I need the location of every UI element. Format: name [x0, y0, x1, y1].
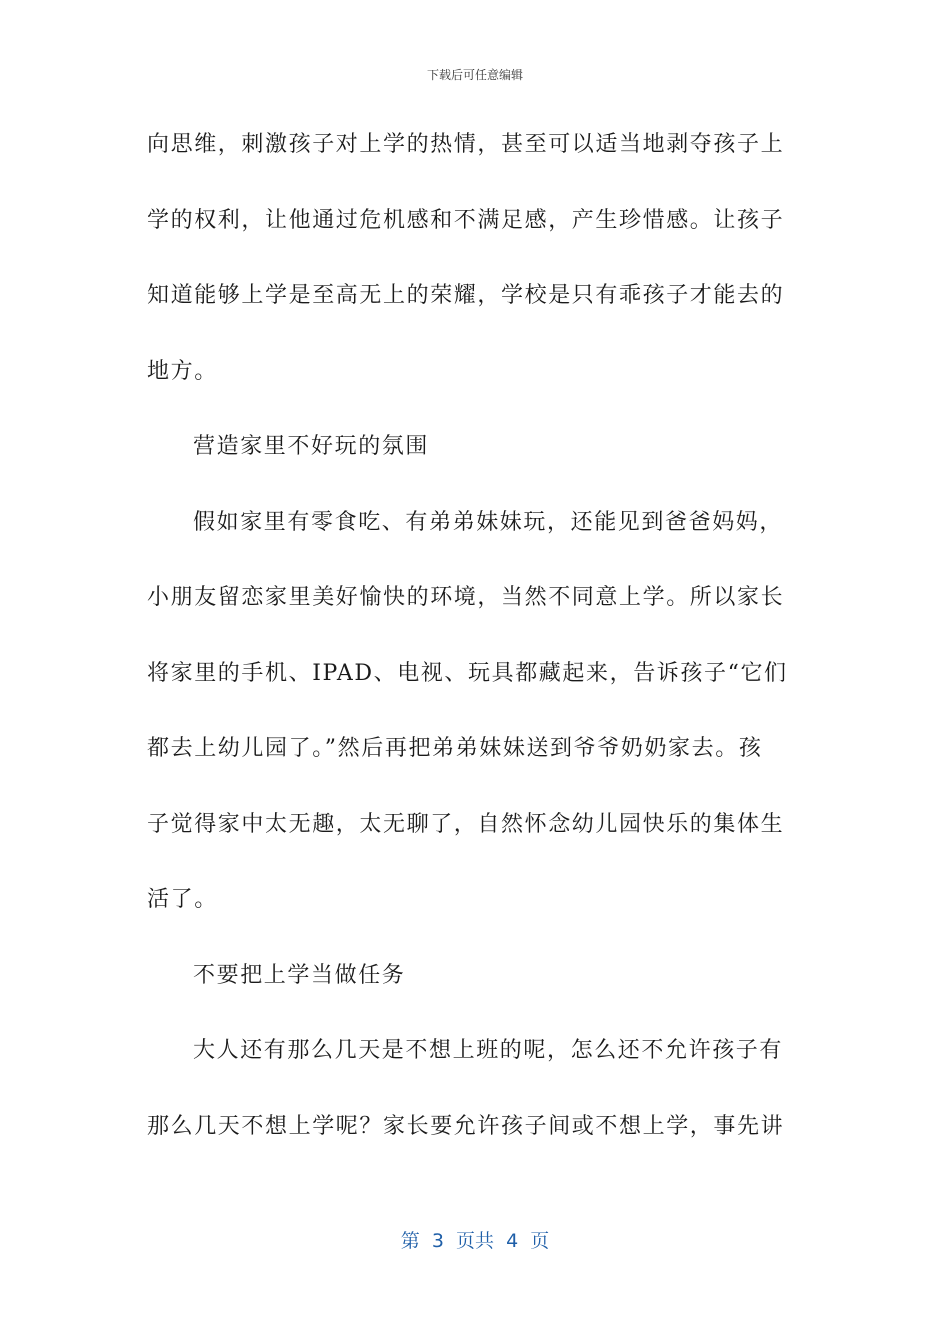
text-line: 都去上幼儿园了。”然后再把弟弟妹妹送到爷爷奶奶家去。孩 — [147, 736, 763, 761]
text-line: 知道能够上学是至高无上的荣耀，学校是只有乖孩子才能去的 — [147, 283, 785, 308]
document-body — [147, 120, 793, 1177]
text-line: 假如家里有零食吃、有弟弟妹妹玩，还能见到爸爸妈妈， — [193, 509, 784, 535]
section-heading: 不要把上学当做任务 — [193, 962, 406, 988]
text-line: 小朋友留恋家里美好愉快的环境，当然不同意上学。所以家长 — [147, 585, 785, 610]
text-line: 向思维，刺激孩子对上学的热情，甚至可以适当地剥夺孩子上 — [147, 132, 785, 157]
section-heading: 营造家里不好玩的氛围 — [193, 434, 430, 459]
text-line: 那么几天不想上学呢？家长要允许孩子间或不想上学，事先讲 — [147, 1113, 785, 1139]
text-line: 学的权利，让他通过危机感和不满足感，产生珍惜感。让孩子 — [147, 207, 785, 233]
text-line: 地方。 — [147, 358, 218, 384]
text-line: 活了。 — [147, 887, 218, 912]
page-number: 第 3 页共 4 页 — [400, 1230, 550, 1252]
text-line: 将家里的手机、IPAD、电视、玩具都藏起来，告诉孩子“它们 — [147, 660, 788, 686]
text-line: 子觉得家中太无趣，太无聊了，自然怀念幼儿园快乐的集体生 — [147, 811, 785, 837]
header-note: 下载后可任意编辑 — [426, 68, 523, 82]
text-line: 大人还有那么几天是不想上班的呢，怎么还不允许孩子有 — [193, 1038, 784, 1063]
